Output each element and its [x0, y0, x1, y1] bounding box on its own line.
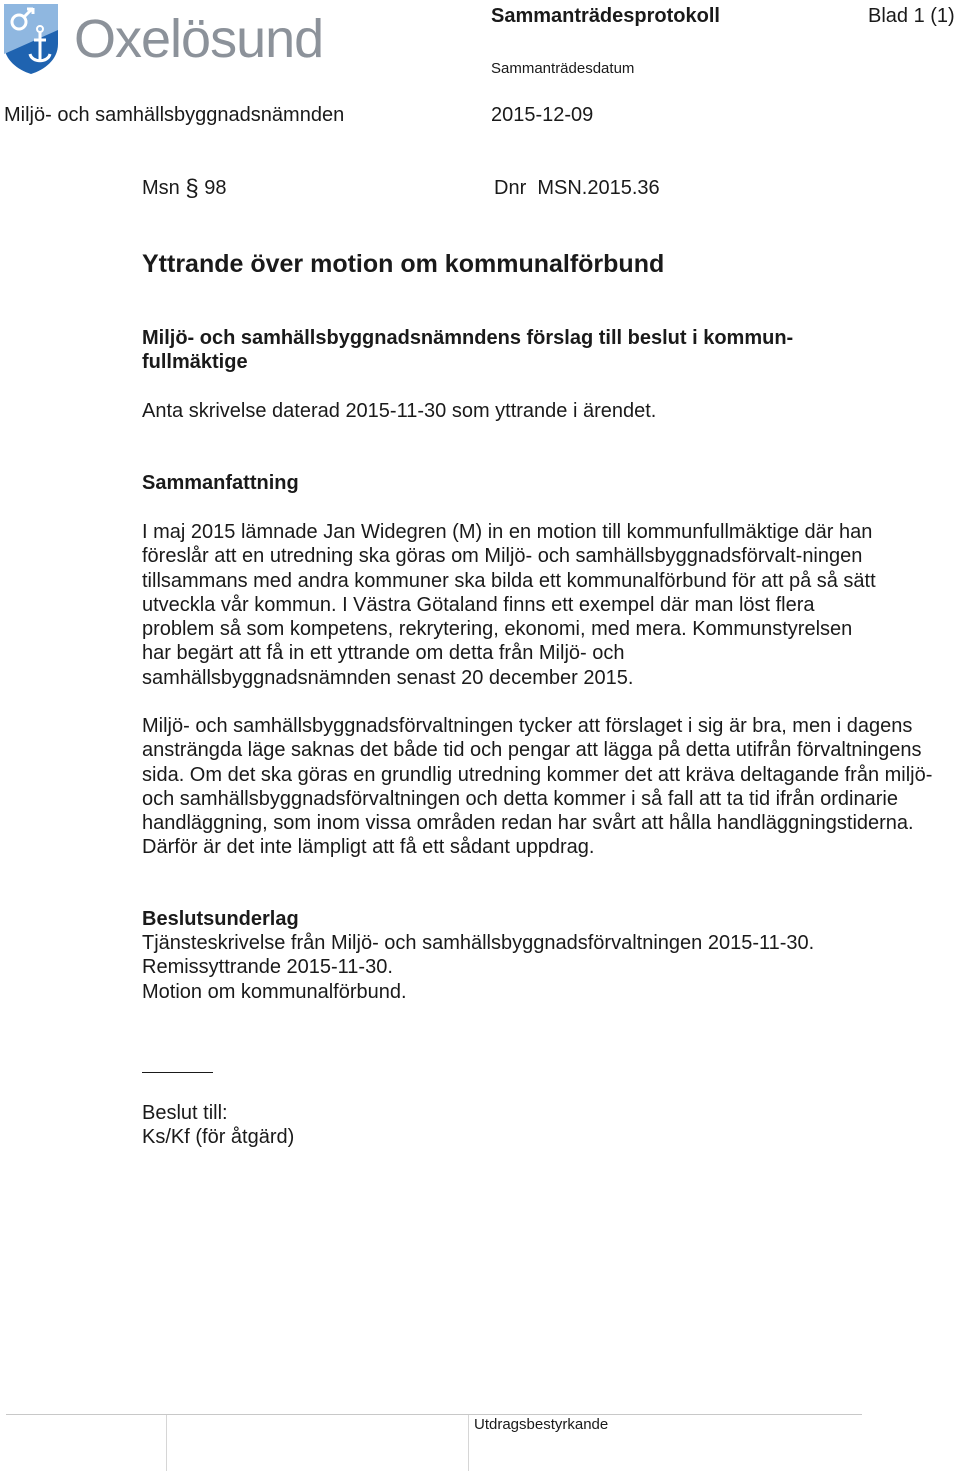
footer-signature-box-divider: [166, 1415, 167, 1471]
case-number: MSN.2015.36: [537, 177, 660, 199]
summary-paragraph-2: Miljö- och samhällsbyggnadsförvaltningen tycker att förslaget i sig är bra, men i dagens ansträngda läge saknas det både tid och pengar att lägga på detta utifrån förvaltningens sida. Om det ska göras en grundlig utredning kommer det att kräva deltagande från miljö- och samhällsbyggnadsförvaltningen och detta kommer i så fall att ta tid ifrån ordinarie handläggning, som inom vissa områden redan har svårt att hålla handläggningstiderna. Därför är det inte lämpligt att få ett sådant uppdrag.: [142, 715, 933, 859]
meeting-date: 2015-12-09: [491, 104, 594, 126]
proposal-heading: Miljö- och samhällsbyggnadsnämndens förslag till beslut i kommun-fullmäktige: [142, 327, 794, 374]
decision-recipient: Ks/Kf (för åtgärd): [142, 1126, 295, 1148]
meeting-date-label: Sammanträdesdatum: [491, 60, 635, 77]
summary-paragraph-1: I maj 2015 lämnade Jan Widegren (M) in en motion till kommunfullmäktige där han föreslår att en utredning ska göras om Miljö- och samhällsbyggnadsförvalt-ningen tillsammans med andra kommuner ska bilda ett kommunalförbund för att på så sätt utveckla vår kommun. I Västra Götaland finns ett exempel där man löst flera problem så som kompetens, rekrytering, ekonomi, med mera. Kommunstyrelsen har begärt att få in ett yttrande om detta från Miljö- och samhällsbyggnadsnämnden senast 20 december 2015.: [142, 521, 876, 689]
basis-item: Tjänsteskrivelse från Miljö- och samhällsbyggnadsförvaltningen 2015-11-30.: [142, 932, 815, 954]
decision-label: Beslut till:: [142, 1102, 228, 1124]
paragraph-prefix: Msn: [142, 177, 180, 199]
document-type: Sammanträdesprotokoll: [491, 5, 720, 27]
paragraph-number: 98: [204, 177, 227, 199]
basis-item: Motion om kommunalförbund.: [142, 981, 407, 1003]
coat-of-arms-icon: [2, 2, 60, 76]
brand-name: Oxelösund: [74, 9, 324, 69]
page-title: Yttrande över motion om kommunalförbund: [142, 250, 665, 278]
page-number: Blad 1 (1): [868, 5, 955, 27]
committee-name: Miljö- och samhällsbyggnadsnämnden: [4, 104, 345, 126]
case-reference: [494, 176, 660, 200]
footer-signature-box-divider: [468, 1415, 469, 1471]
footer-divider: [6, 1414, 862, 1415]
paragraph-reference: [142, 176, 227, 201]
summary-heading: Sammanfattning: [142, 472, 299, 494]
section-sign-icon: §: [185, 175, 199, 202]
basis-heading: Beslutsunderlag: [142, 908, 299, 930]
separator-line: [142, 1072, 213, 1073]
certification-label: Utdragsbestyrkande: [474, 1416, 609, 1433]
proposal-text: Anta skrivelse daterad 2015-11-30 som yttrande i ärendet.: [142, 400, 657, 422]
basis-item: Remissyttrande 2015-11-30.: [142, 956, 393, 978]
case-label: Dnr: [494, 177, 527, 199]
